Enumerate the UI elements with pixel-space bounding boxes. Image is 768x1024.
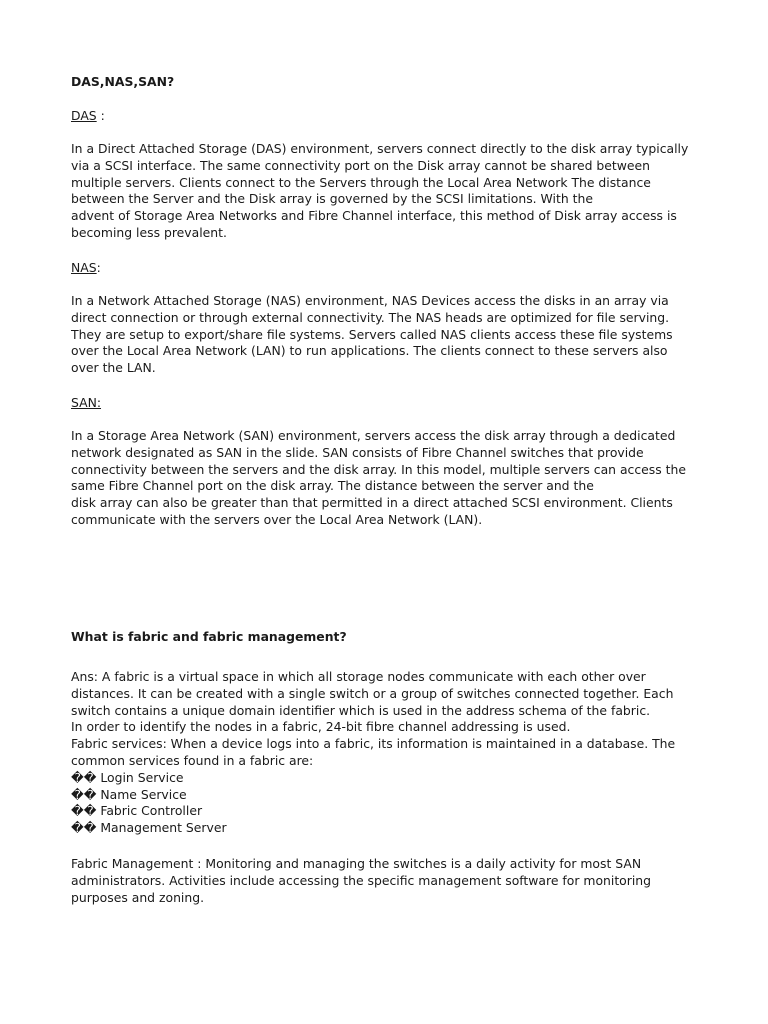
nas-heading [71, 260, 711, 277]
fabric-answer [71, 669, 711, 837]
nas-line: direct connection or through external connectivity. The NAS heads are optimized for file serving. [71, 309, 670, 325]
fabric-management-paragraph [71, 856, 711, 906]
fabric-service-item: �� Management Server [71, 820, 227, 836]
nas-line: over the LAN. [71, 360, 156, 376]
das-label: DAS [71, 108, 97, 123]
san-heading [71, 395, 711, 412]
das-line: between the Server and the Disk array is governed by the SCSI limitations. With the [71, 191, 593, 207]
das-line: via a SCSI interface. The same connectivity port on the Disk array cannot be shared between [71, 157, 650, 173]
das-line: In a Direct Attached Storage (DAS) environment, servers connect directly to the disk array typically [71, 141, 689, 156]
san-line: In a Storage Area Network (SAN) environment, servers access the disk array through a dedicated [71, 428, 676, 443]
fabric-answer-line: switch contains a unique domain identifier which is used in the address schema of the fabric. [71, 702, 651, 718]
nas-paragraph [71, 293, 711, 377]
san-line: disk array can also be greater than that permitted in a direct attached SCSI environment. Clients [71, 495, 673, 511]
nas-label-suffix: : [96, 260, 101, 275]
das-label-suffix: : [96, 108, 105, 123]
nas-line: over the Local Area Network (LAN) to run applications. The clients connect to these servers also [71, 343, 668, 359]
san-line: connectivity between the servers and the disk array. In this model, multiple servers can access the [71, 461, 686, 477]
fabric-answer-line: In order to identify the nodes in a fabric, 24-bit fibre channel addressing is used. [71, 719, 571, 735]
das-paragraph [71, 141, 711, 242]
san-paragraph [71, 428, 711, 529]
fabric-service-item: �� Login Service [71, 769, 184, 785]
fabric-answer-line: Ans: A fabric is a virtual space in which all storage nodes communicate with each other over [71, 669, 646, 684]
page-title: DAS,NAS,SAN? [71, 74, 175, 89]
fabric-question: What is fabric and fabric management? [71, 629, 347, 644]
san-line: same Fibre Channel port on the disk array. The distance between the server and the [71, 478, 594, 494]
das-heading [71, 108, 711, 125]
san-label: SAN: [71, 395, 102, 410]
fabric-answer-line: common services found in a fabric are: [71, 752, 314, 768]
nas-line: They are setup to export/share file systems. Servers called NAS clients access these file systems [71, 326, 673, 342]
fabric-answer-line: Fabric services: When a device logs into a fabric, its information is maintained in a database. The [71, 736, 676, 752]
fabric-answer-line: distances. It can be created with a single switch or a group of switches connected together. Each [71, 685, 674, 701]
fabric-management-line: purposes and zoning. [71, 889, 205, 905]
fabric-service-item: �� Fabric Controller [71, 803, 203, 819]
das-line: advent of Storage Area Networks and Fibre Channel interface, this method of Disk array access is [71, 208, 677, 224]
das-line: becoming less prevalent. [71, 224, 227, 240]
nas-line: In a Network Attached Storage (NAS) environment, NAS Devices access the disks in an array via [71, 293, 669, 308]
fabric-management-line: administrators. Activities include accessing the specific management software for monitoring [71, 872, 652, 888]
fabric-service-item: �� Name Service [71, 786, 187, 802]
fabric-management-line: Fabric Management : Monitoring and managing the switches is a daily activity for most SAN [71, 856, 642, 871]
das-line: multiple servers. Clients connect to the Servers through the Local Area Network The distance [71, 174, 651, 190]
san-line: network designated as SAN in the slide. SAN consists of Fibre Channel switches that provide [71, 444, 644, 460]
nas-label: NAS [71, 260, 97, 275]
san-line: communicate with the servers over the Local Area Network (LAN). [71, 511, 483, 527]
